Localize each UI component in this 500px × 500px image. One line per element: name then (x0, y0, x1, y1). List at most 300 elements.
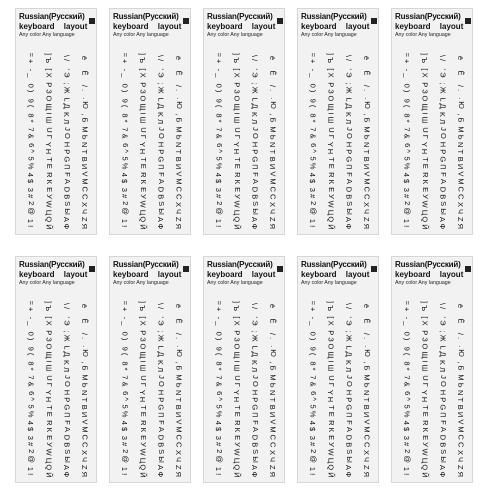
key-label (172, 81, 185, 94)
key-label (136, 344, 149, 357)
key-label (436, 171, 449, 184)
key-label (42, 449, 55, 462)
key-label (454, 314, 467, 327)
key-label (136, 359, 149, 372)
sheet-header (207, 260, 285, 294)
key-glyph: 8 * (402, 112, 412, 123)
key-glyph: \ / (156, 54, 166, 61)
key-glyph: D В (250, 434, 260, 447)
key-glyph: X Ч (80, 201, 90, 214)
key-glyph: ; Ж (62, 329, 72, 342)
key-label (400, 81, 413, 94)
key-glyph: \ / (62, 302, 72, 309)
key-label (118, 216, 131, 229)
key-label (172, 126, 185, 139)
key-glyph: - _ (214, 68, 224, 77)
key-glyph: U Г (232, 374, 242, 387)
key-glyph: - _ (26, 316, 36, 325)
key-label (342, 449, 355, 462)
key-glyph: ё (80, 55, 90, 60)
key-glyph: U Г (326, 126, 336, 139)
key-glyph: C С (362, 186, 372, 199)
key-glyph: V М (80, 418, 90, 433)
key-label (154, 216, 167, 229)
key-label (342, 314, 355, 327)
key-glyph: O Щ (420, 95, 430, 110)
key-glyph: Z Я (362, 216, 372, 229)
key-label (154, 314, 167, 327)
key-label (212, 66, 225, 79)
key-glyph: T Е (44, 156, 54, 169)
key-label (324, 434, 337, 447)
key-glyph: L Д (344, 344, 354, 357)
key-label (436, 111, 449, 124)
key-glyph: 2 @ (308, 200, 318, 215)
key-glyph: F А (62, 419, 72, 432)
corner-marker-icon (89, 259, 95, 265)
sheet-note: Any color Any language (19, 280, 75, 286)
key-glyph: F А (344, 419, 354, 432)
key-glyph: H Р (62, 141, 72, 154)
key-label (212, 111, 225, 124)
key-glyph: Y Н (326, 141, 336, 154)
key-label (78, 141, 91, 154)
key-glyph: . Ю (80, 344, 90, 357)
key-label (230, 96, 243, 109)
key-label (266, 374, 279, 387)
key-label (360, 299, 373, 312)
key-column (42, 51, 55, 233)
key-glyph: E У (44, 434, 54, 447)
key-label (400, 344, 413, 357)
key-label (24, 359, 37, 372)
key-glyph: [ Х (326, 67, 336, 78)
key-column (230, 51, 243, 233)
key-label (172, 141, 185, 154)
key-glyph: - _ (308, 68, 318, 77)
key-label (24, 186, 37, 199)
key-label (60, 464, 73, 477)
key-glyph: I Ш (232, 359, 242, 372)
key-glyph: 6 ^ (402, 142, 412, 153)
key-glyph: 7 & (308, 126, 318, 139)
key-label (230, 111, 243, 124)
sheet-title: Russian(Русский) (301, 12, 367, 21)
key-glyph: P З (420, 81, 430, 94)
key-glyph: 8 * (120, 112, 130, 123)
key-label (212, 186, 225, 199)
key-label (342, 404, 355, 417)
key-glyph: V М (80, 170, 90, 185)
key-label (400, 201, 413, 214)
key-label (342, 344, 355, 357)
key-glyph: D В (344, 434, 354, 447)
key-glyph: C С (456, 186, 466, 199)
corner-marker-icon (465, 11, 471, 17)
key-glyph: F А (62, 171, 72, 184)
key-label (136, 141, 149, 154)
key-glyph: F А (438, 171, 448, 184)
key-glyph: 9 ( (214, 346, 224, 355)
key-glyph: O Щ (138, 343, 148, 358)
key-label (212, 434, 225, 447)
key-glyph: O Щ (420, 343, 430, 358)
key-label (266, 156, 279, 169)
key-glyph: W Ц (326, 200, 336, 215)
key-glyph: F А (156, 171, 166, 184)
key-label (154, 389, 167, 402)
key-label (24, 329, 37, 342)
key-label (454, 404, 467, 417)
key-column (154, 51, 167, 233)
key-glyph: D В (62, 186, 72, 199)
key-label (418, 171, 431, 184)
key-label (436, 404, 449, 417)
key-label (248, 51, 261, 64)
key-glyph: L Д (344, 96, 354, 109)
key-glyph: ] Ъ (420, 300, 430, 311)
key-glyph: M Ь (80, 373, 90, 388)
key-glyph: F А (250, 171, 260, 184)
key-label (248, 344, 261, 357)
key-glyph: Q Й (44, 215, 54, 230)
key-label (172, 156, 185, 169)
key-glyph: Ё (268, 69, 278, 76)
key-label (212, 51, 225, 64)
key-glyph: O Щ (138, 95, 148, 110)
key-glyph: R К (420, 171, 430, 184)
key-label (118, 186, 131, 199)
key-glyph: 2 @ (26, 200, 36, 215)
key-label (360, 344, 373, 357)
key-label (436, 216, 449, 229)
key-label (454, 111, 467, 124)
sheet-header (301, 12, 379, 46)
key-glyph: . Ю (362, 344, 372, 357)
key-label (136, 374, 149, 387)
key-column (418, 51, 431, 233)
key-column (266, 51, 279, 233)
key-glyph: O Щ (232, 95, 242, 110)
key-glyph: E У (420, 186, 430, 199)
key-labels (300, 51, 378, 233)
key-glyph: R К (138, 171, 148, 184)
key-glyph: 1 ! (308, 218, 318, 227)
key-glyph: I Ш (138, 111, 148, 124)
key-label (360, 419, 373, 432)
key-glyph: ' Э (156, 316, 166, 325)
key-label (360, 464, 373, 477)
key-label (230, 141, 243, 154)
key-label (118, 359, 131, 372)
key-glyph: U Г (232, 126, 242, 139)
key-glyph: Y Н (44, 389, 54, 402)
key-glyph: 0 ) (402, 83, 412, 92)
key-glyph: S Ы (62, 448, 72, 463)
key-label (118, 171, 131, 184)
key-label (454, 81, 467, 94)
key-label (248, 141, 261, 154)
key-glyph: X Ч (362, 449, 372, 462)
key-label (418, 51, 431, 64)
key-label (24, 434, 37, 447)
key-label (42, 404, 55, 417)
key-label (230, 216, 243, 229)
key-glyph: 2 @ (402, 200, 412, 215)
key-glyph: 9 ( (26, 98, 36, 107)
key-glyph: S Ы (344, 448, 354, 463)
key-glyph: Ё (456, 69, 466, 76)
key-label (172, 111, 185, 124)
key-column (454, 299, 467, 481)
key-label (400, 299, 413, 312)
key-label (60, 66, 73, 79)
corner-marker-icon (465, 259, 471, 265)
key-label (306, 96, 319, 109)
key-glyph: / . (174, 332, 184, 339)
key-label (78, 464, 91, 477)
key-label (78, 374, 91, 387)
key-label (60, 201, 73, 214)
key-label (60, 96, 73, 109)
key-label (306, 171, 319, 184)
key-label (24, 404, 37, 417)
key-label (60, 404, 73, 417)
key-glyph: 5 % (120, 156, 130, 169)
key-label (248, 464, 261, 477)
key-column (212, 51, 225, 233)
key-glyph: 2 @ (214, 200, 224, 215)
key-glyph: H Р (250, 141, 260, 154)
key-label (154, 374, 167, 387)
key-glyph: 3 # (214, 187, 224, 198)
key-glyph: A Ф (344, 464, 354, 477)
key-glyph: 7 & (120, 374, 130, 387)
key-label (136, 111, 149, 124)
key-label (266, 299, 279, 312)
corner-marker-icon (89, 11, 95, 17)
key-glyph: E У (232, 186, 242, 199)
key-label (24, 66, 37, 79)
key-label (230, 156, 243, 169)
key-label (60, 389, 73, 402)
key-label (342, 389, 355, 402)
key-label (60, 156, 73, 169)
key-column (324, 299, 337, 481)
key-label (42, 66, 55, 79)
key-label (306, 359, 319, 372)
key-label (118, 434, 131, 447)
key-glyph: Y Н (326, 389, 336, 402)
key-glyph: - _ (308, 316, 318, 325)
key-glyph: ; Ж (62, 81, 72, 94)
key-glyph: Ё (456, 317, 466, 324)
key-glyph: X Ч (174, 201, 184, 214)
key-glyph: R К (44, 419, 54, 432)
key-glyph: [ Х (232, 315, 242, 326)
key-glyph: Ё (362, 69, 372, 76)
key-label (418, 141, 431, 154)
key-label (60, 111, 73, 124)
key-glyph: S Ы (62, 200, 72, 215)
key-label (306, 389, 319, 402)
key-glyph: N Т (362, 141, 372, 154)
key-glyph: E У (44, 186, 54, 199)
key-label (230, 419, 243, 432)
key-glyph: V М (174, 170, 184, 185)
key-glyph: [ Х (138, 67, 148, 78)
key-glyph: A Ф (344, 216, 354, 229)
key-glyph: 0 ) (402, 331, 412, 340)
key-label (324, 66, 337, 79)
key-glyph: E У (326, 186, 336, 199)
sheet-note: Any color Any language (301, 280, 357, 286)
key-label (400, 359, 413, 372)
key-label (418, 434, 431, 447)
key-glyph: Z Я (268, 464, 278, 477)
key-glyph: M Ь (362, 125, 372, 140)
sheet-header (113, 260, 191, 294)
key-label (42, 464, 55, 477)
key-glyph: 3 # (308, 187, 318, 198)
key-label (342, 111, 355, 124)
key-glyph: D В (438, 186, 448, 199)
key-label (418, 404, 431, 417)
key-label (24, 96, 37, 109)
key-label (136, 419, 149, 432)
sheet-subtitle: keyboard layout (207, 270, 276, 279)
key-column (436, 299, 449, 481)
key-glyph: - _ (402, 316, 412, 325)
key-glyph: 3 # (214, 435, 224, 446)
key-glyph: 8 * (214, 112, 224, 123)
key-glyph: \ / (438, 302, 448, 309)
sheet-header (207, 12, 285, 46)
key-glyph: T Е (138, 156, 148, 169)
key-glyph: R К (326, 171, 336, 184)
key-label (154, 449, 167, 462)
key-glyph: H Р (344, 389, 354, 402)
key-label (42, 96, 55, 109)
key-label (136, 404, 149, 417)
key-label (266, 329, 279, 342)
key-glyph: B И (456, 404, 466, 417)
key-labels (206, 51, 284, 233)
key-glyph: M Ь (174, 125, 184, 140)
key-label (418, 96, 431, 109)
key-glyph: 8 * (26, 360, 36, 371)
key-labels (18, 51, 96, 233)
key-glyph: ' Э (250, 316, 260, 325)
key-label (454, 201, 467, 214)
key-glyph: B И (80, 156, 90, 169)
key-glyph: ] Ъ (138, 300, 148, 311)
key-label (400, 329, 413, 342)
key-label (172, 96, 185, 109)
key-label (400, 434, 413, 447)
key-glyph: N Т (268, 389, 278, 402)
key-glyph: \ / (344, 302, 354, 309)
sheet-subtitle: keyboard layout (19, 270, 88, 279)
key-label (154, 126, 167, 139)
key-label (212, 464, 225, 477)
key-glyph: U Г (44, 374, 54, 387)
sheet-subtitle: keyboard layout (113, 22, 182, 31)
key-label (400, 464, 413, 477)
key-label (342, 96, 355, 109)
key-label (212, 359, 225, 372)
key-label (324, 126, 337, 139)
key-glyph: 5 % (214, 404, 224, 417)
key-label (360, 329, 373, 342)
key-label (418, 359, 431, 372)
key-label (306, 404, 319, 417)
key-glyph: Z Я (456, 216, 466, 229)
key-label (400, 141, 413, 154)
key-glyph: E У (420, 434, 430, 447)
key-label (136, 216, 149, 229)
key-glyph: / . (362, 84, 372, 91)
key-glyph: 0 ) (308, 331, 318, 340)
sheet-title: Russian(Русский) (19, 260, 85, 269)
key-glyph: K Л (438, 359, 448, 372)
key-glyph: 7 & (402, 374, 412, 387)
key-label (266, 359, 279, 372)
key-column (360, 299, 373, 481)
key-label (360, 314, 373, 327)
key-label (212, 299, 225, 312)
key-glyph: A Ф (62, 464, 72, 477)
key-label (24, 141, 37, 154)
key-glyph: C С (268, 434, 278, 447)
key-label (172, 66, 185, 79)
key-label (230, 449, 243, 462)
key-glyph: 5 % (214, 156, 224, 169)
key-glyph: \ / (250, 302, 260, 309)
key-label (24, 111, 37, 124)
key-glyph: ; Ж (344, 329, 354, 342)
key-glyph: 9 ( (26, 346, 36, 355)
key-label (154, 419, 167, 432)
key-glyph: N Т (456, 389, 466, 402)
key-column (24, 51, 37, 233)
key-label (212, 141, 225, 154)
key-label (230, 374, 243, 387)
key-label (436, 389, 449, 402)
key-column (78, 51, 91, 233)
key-glyph: J О (250, 374, 260, 387)
key-glyph: G П (156, 155, 166, 170)
key-column (154, 299, 167, 481)
key-glyph: ' Э (438, 316, 448, 325)
key-label (42, 141, 55, 154)
key-glyph: Q Й (420, 463, 430, 478)
key-label (230, 201, 243, 214)
key-column (136, 299, 149, 481)
key-glyph: V М (268, 418, 278, 433)
key-label (60, 51, 73, 64)
key-label (418, 111, 431, 124)
key-label (454, 216, 467, 229)
key-glyph: 1 ! (120, 466, 130, 475)
key-glyph: L Д (62, 344, 72, 357)
key-label (136, 81, 149, 94)
key-column (400, 51, 413, 233)
key-label (212, 126, 225, 139)
key-column (400, 299, 413, 481)
key-glyph: = + (402, 300, 412, 311)
key-glyph: ё (362, 303, 372, 308)
